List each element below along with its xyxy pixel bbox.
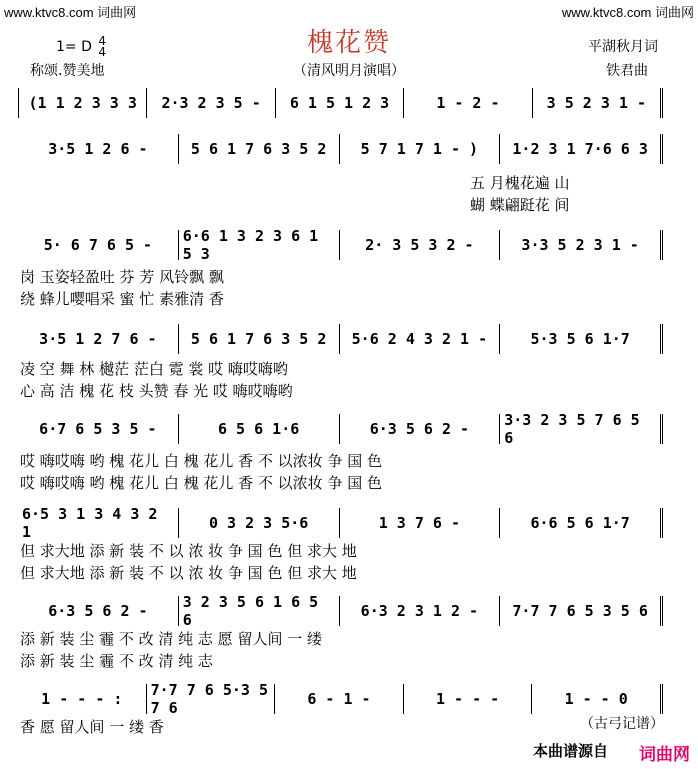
measure: 1 3 7 6 - (340, 508, 501, 538)
key-label: 1= D (56, 39, 92, 55)
measure: 6·7 6 5 3 5 - (18, 414, 179, 444)
transcriber-credit: （古弓记谱） (580, 716, 664, 732)
lyric-line: 绕 蜂儿嘤唱采 蜜 忙 素雅清 香 (20, 290, 224, 308)
measure: 5 7 1 7 1 - ) (340, 134, 501, 164)
measure: 7·7 7 6 5·3 5 7 6 (147, 684, 276, 714)
notation-row-8 (18, 681, 663, 717)
measure: 6·6 5 6 1·7 (500, 508, 663, 538)
watermark-right: www.ktvc8.com 词曲网 (561, 5, 694, 20)
measure: 1 - - 0 (532, 684, 663, 714)
measure: 6·6 1 3 2 3 6 1 5 3 (179, 230, 340, 260)
measure: (1 1 2 3 3 3 (18, 88, 147, 118)
notation-row-1 (18, 88, 663, 118)
measure: 1 - 2 - (404, 88, 532, 118)
time-top: 4 (98, 34, 106, 48)
measure: 5·3 5 6 1·7 (500, 324, 663, 354)
measure: 6·3 5 6 2 - (18, 596, 179, 626)
measure: 0 3 2 3 5·6 (179, 508, 340, 538)
key-signature (56, 36, 106, 58)
measure: 5 6 1 7 6 3 5 2 (179, 134, 340, 164)
time-bottom: 4 (98, 45, 106, 59)
notation-row-2 (18, 134, 663, 164)
notation-row-6 (18, 505, 663, 541)
lyric-line: 蝴 蝶翩跹花 间 (470, 196, 570, 214)
measure: 3·3 2 3 5 7 6 5 6 (500, 414, 663, 444)
measure: 6 1 5 1 2 3 (276, 88, 404, 118)
lyricist-credit: 平湖秋月词 (588, 39, 658, 55)
notation-row-5 (18, 411, 663, 447)
singer-credit: （清风明月演唱） (293, 63, 405, 79)
lyric-line: 哎 嗨哎嗨 哟 槐 花儿 白 槐 花儿 香 不 以浓妆 争 国 色 (20, 474, 382, 492)
lyric-line: 香 愿 留人间 一 缕 香 (20, 718, 164, 736)
composer-credit: 铁君曲 (606, 63, 648, 79)
mood-marking: 称颂.赞美地 (30, 63, 105, 79)
measure: 6 - 1 - (275, 684, 404, 714)
notation-row-3 (18, 227, 663, 263)
measure: 2· 3 5 3 2 - (340, 230, 501, 260)
lyric-line: 添 新 装 尘 霾 不 改 清 纯 志 (20, 652, 213, 670)
measure: 2·3 2 3 5 - (147, 88, 275, 118)
lyric-line: 心 高 洁 槐 花 枝 头赞 春 光 哎 嗨哎嗨哟 (20, 382, 293, 400)
lyric-line: 岗 玉姿轻盈吐 芬 芳 风铃飘 飘 (20, 268, 224, 286)
measure: 1 - - - (404, 684, 533, 714)
lyric-line: 五 月槐花遍 山 (470, 174, 570, 192)
measure: 3 2 3 5 6 1 6 5 6 (179, 596, 340, 626)
song-title: 槐花赞 (306, 28, 391, 58)
measure: 3 5 2 3 1 - (533, 88, 663, 118)
measure: 5 6 1 7 6 3 5 2 (179, 324, 340, 354)
measure: 7·7 7 6 5 3 5 6 (500, 596, 663, 626)
measure: 6·3 2 3 1 2 - (340, 596, 501, 626)
measure: 6·5 3 1 3 4 3 2 1 (18, 508, 179, 538)
lyric-line: 哎 嗨哎嗨 哟 槐 花儿 白 槐 花儿 香 不 以浓妆 争 国 色 (20, 452, 382, 470)
footer-source: 本曲谱源自 (532, 742, 608, 760)
watermark-left: www.ktvc8.com 词曲网 (4, 5, 137, 20)
measure: 5·6 2 4 3 2 1 - (340, 324, 501, 354)
measure: 6 5 6 1·6 (179, 414, 340, 444)
time-signature (98, 36, 106, 58)
measure: 1 - - - : (18, 684, 147, 714)
measure: 1·2 3 1 7·6 6 3 (500, 134, 663, 164)
lyric-line: 但 求大地 添 新 装 不 以 浓 妆 争 国 色 但 求大 地 (20, 542, 357, 560)
measure: 6·3 5 6 2 - (340, 414, 501, 444)
notation-row-7 (18, 593, 663, 629)
measure: 3·3 5 2 3 1 - (500, 230, 663, 260)
lyric-line: 添 新 装 尘 霾 不 改 清 纯 志 愿 留人间 一 缕 (20, 630, 322, 648)
footer-site-logo[interactable]: 词曲网 (639, 745, 690, 765)
lyric-line: 凌 空 舞 林 樾茫 茫白 霓 裳 哎 嗨哎嗨哟 (20, 360, 288, 378)
lyric-line: 但 求大地 添 新 装 不 以 浓 妆 争 国 色 但 求大 地 (20, 564, 357, 582)
measure: 3·5 1 2 7 6 - (18, 324, 179, 354)
measure: 3·5 1 2 6 - (18, 134, 179, 164)
notation-row-4 (18, 324, 663, 354)
measure: 5· 6 7 6 5 - (18, 230, 179, 260)
